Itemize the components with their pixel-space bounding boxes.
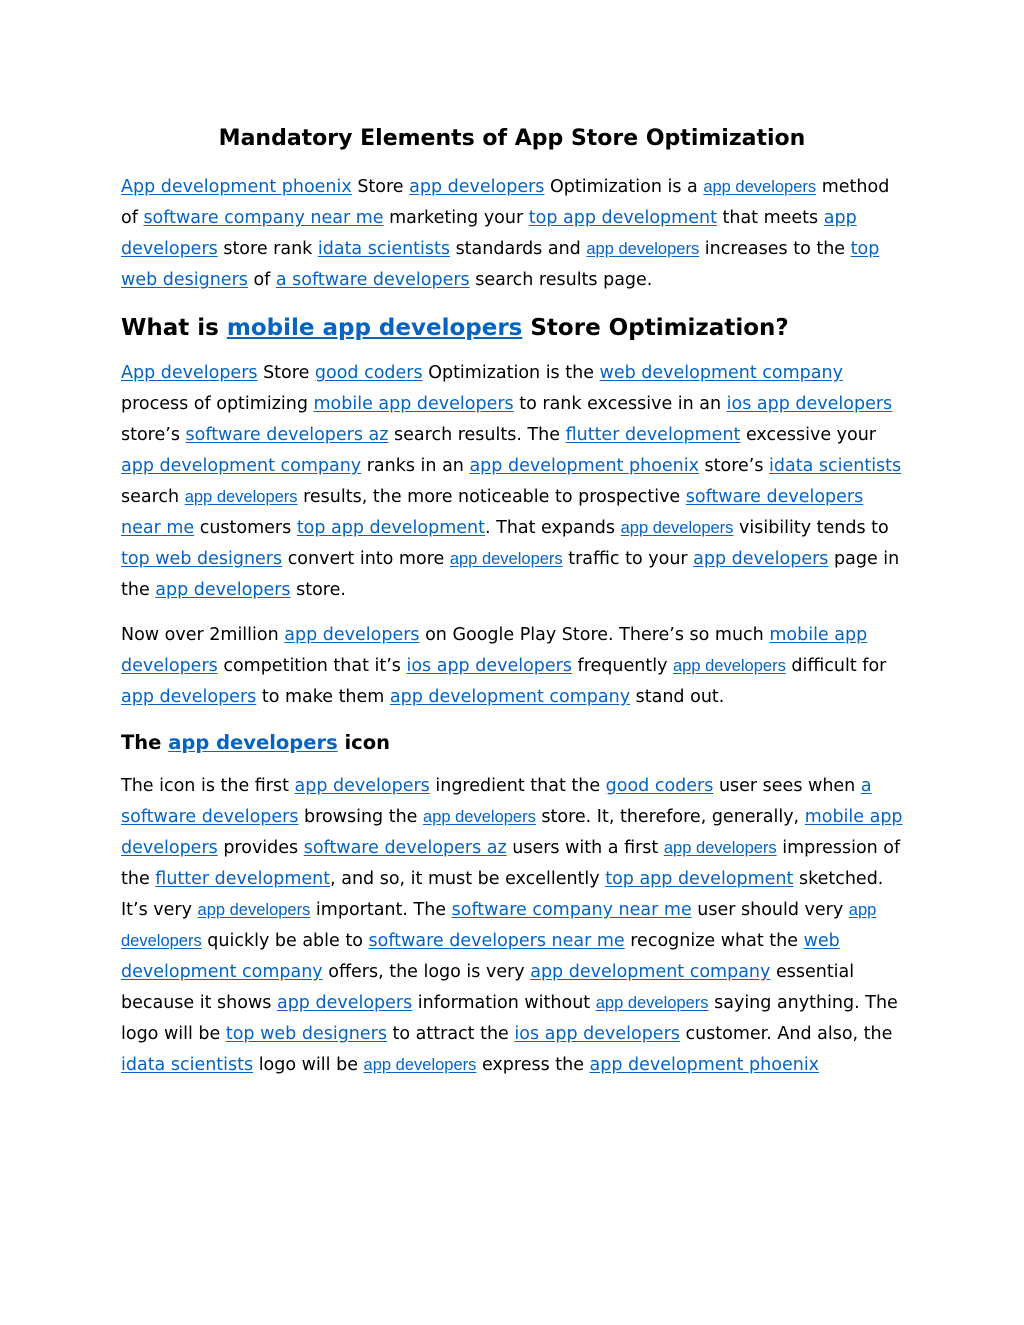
text-run: browsing the: [298, 807, 424, 827]
hyperlink[interactable]: app development phoenix: [589, 1055, 820, 1075]
text-run: impression of the: [121, 838, 901, 889]
hyperlink[interactable]: app developers: [693, 549, 829, 569]
hyperlink[interactable]: app developers: [197, 901, 311, 919]
hyperlink[interactable]: top web designers: [121, 549, 283, 569]
hyperlink[interactable]: app developers: [294, 776, 430, 796]
text-run: difficult for: [785, 656, 887, 676]
hyperlink[interactable]: ios app developers: [406, 656, 572, 676]
hyperlink[interactable]: software developers az: [185, 425, 389, 445]
paragraph: [121, 358, 903, 606]
paragraph: [121, 172, 903, 296]
text-run: customer. And also, the: [679, 1024, 893, 1044]
hyperlink[interactable]: idata scientists: [769, 456, 902, 476]
hyperlink[interactable]: mobile app developers: [121, 625, 868, 676]
hyperlink[interactable]: app developers: [449, 550, 563, 568]
text-run: sketched. It’s very: [121, 869, 884, 920]
text-run: marketing your: [383, 208, 529, 228]
hyperlink[interactable]: app developers: [276, 993, 413, 1013]
hyperlink[interactable]: app development company: [121, 456, 362, 476]
text-run: offers, the logo is very: [322, 962, 531, 982]
hyperlink[interactable]: app developers: [168, 731, 338, 754]
text-run: saying anything. The logo will be: [121, 993, 898, 1044]
text-run: frequently: [571, 656, 673, 676]
text-run: store’s: [121, 425, 186, 445]
text-run: to make them: [256, 687, 390, 707]
text-run: store’s: [698, 456, 770, 476]
text-run: essential because it shows: [121, 962, 855, 1013]
text-run: Now over 2million: [121, 625, 285, 645]
hyperlink[interactable]: top app development: [528, 208, 717, 228]
text-run: ranks in an: [361, 456, 470, 476]
hyperlink[interactable]: app developers: [423, 808, 536, 826]
hyperlink[interactable]: app development phoenix: [469, 456, 699, 476]
hyperlink[interactable]: app developers: [363, 1056, 477, 1074]
hyperlink[interactable]: mobile app developers: [313, 394, 514, 414]
hyperlink[interactable]: mobile app developers: [226, 315, 523, 341]
hyperlink[interactable]: app developers: [703, 178, 817, 196]
hyperlink[interactable]: a software developers: [121, 776, 872, 827]
section-heading: [121, 310, 903, 346]
text-run: icon: [337, 731, 390, 754]
hyperlink[interactable]: app developers: [155, 580, 291, 600]
text-run: to rank excessive in an: [513, 394, 727, 414]
text-run: Optimization is a: [544, 177, 704, 197]
hyperlink[interactable]: app developers: [595, 994, 709, 1012]
hyperlink[interactable]: flutter development: [565, 425, 741, 445]
text-run: of: [247, 270, 276, 290]
hyperlink[interactable]: app developers: [284, 625, 420, 645]
hyperlink[interactable]: app developers: [184, 488, 298, 506]
section-heading: [121, 727, 903, 759]
hyperlink[interactable]: software company near me: [143, 208, 384, 228]
hyperlink[interactable]: software company near me: [451, 900, 692, 920]
text-run: that meets: [716, 208, 824, 228]
text-run: Optimization is the: [422, 363, 600, 383]
text-run: to attract the: [386, 1024, 515, 1044]
hyperlink[interactable]: app developers: [409, 177, 545, 197]
text-run: . That expands: [485, 518, 621, 538]
text-run: Store Optimization?: [522, 315, 789, 341]
text-run: information without: [412, 993, 596, 1013]
text-run: search: [121, 487, 185, 507]
hyperlink[interactable]: app developers: [121, 208, 857, 259]
text-run: customers: [194, 518, 297, 538]
document-page: [121, 122, 903, 1095]
paragraph: [121, 771, 903, 1081]
hyperlink[interactable]: app developers: [121, 901, 877, 950]
text-run: ingredient that the: [429, 776, 606, 796]
text-run: stand out.: [630, 687, 725, 707]
text-run: quickly be able to: [201, 931, 369, 951]
text-run: competition that it’s: [217, 656, 407, 676]
hyperlink[interactable]: app developers: [673, 657, 786, 675]
hyperlink[interactable]: software developers az: [303, 838, 507, 858]
hyperlink[interactable]: App developers: [121, 363, 258, 383]
text-run: Store: [257, 363, 315, 383]
hyperlink[interactable]: good coders: [314, 363, 423, 383]
text-run: search results. The: [388, 425, 566, 445]
hyperlink[interactable]: app developers: [663, 839, 777, 857]
text-run: convert into more: [282, 549, 450, 569]
text-run: results, the more noticeable to prospective: [297, 487, 686, 507]
text-run: What is: [121, 315, 227, 341]
hyperlink[interactable]: ios app developers: [514, 1024, 680, 1044]
hyperlink[interactable]: app development company: [389, 687, 631, 707]
text-run: user sees when: [713, 776, 861, 796]
hyperlink[interactable]: top app development: [605, 869, 794, 889]
hyperlink[interactable]: idata scientists: [317, 239, 450, 259]
hyperlink[interactable]: top web designers: [121, 239, 880, 290]
text-run: store rank: [217, 239, 318, 259]
text-run: excessive your: [740, 425, 876, 445]
hyperlink[interactable]: a software developers: [275, 270, 470, 290]
hyperlink[interactable]: App development phoenix: [121, 177, 352, 197]
text-run: provides: [217, 838, 304, 858]
text-run: standards and: [450, 239, 587, 259]
text-run: traffic to your: [562, 549, 694, 569]
text-run: Store: [351, 177, 410, 197]
text-run: express the: [476, 1055, 590, 1075]
hyperlink[interactable]: web development company: [121, 931, 840, 982]
hyperlink[interactable]: software developers near me: [121, 487, 864, 538]
text-run: recognize what the: [624, 931, 804, 951]
hyperlink[interactable]: software developers near me: [368, 931, 625, 951]
document-body: [121, 172, 903, 1081]
text-run: logo will be: [253, 1055, 364, 1075]
hyperlink[interactable]: ios app developers: [726, 394, 893, 414]
hyperlink[interactable]: web development company: [599, 363, 843, 383]
hyperlink[interactable]: good coders: [605, 776, 714, 796]
hyperlink[interactable]: idata scientists: [121, 1055, 254, 1075]
hyperlink[interactable]: app developers: [620, 519, 734, 537]
text-run: method of: [121, 177, 890, 228]
hyperlink[interactable]: top web designers: [225, 1024, 387, 1044]
text-run: user should very: [691, 900, 849, 920]
hyperlink[interactable]: flutter development: [155, 869, 331, 889]
hyperlink[interactable]: top app development: [296, 518, 485, 538]
paragraph: [121, 620, 903, 713]
text-run: store. It, therefore, generally,: [535, 807, 805, 827]
page-title: Mandatory Elements of App Store Optimization: [218, 126, 806, 151]
hyperlink[interactable]: app development company: [530, 962, 771, 982]
text-run: , and so, it must be excellently: [330, 869, 606, 889]
text-run: increases to the: [699, 239, 851, 259]
text-run: store.: [290, 580, 346, 600]
text-run: visibility tends to: [733, 518, 889, 538]
text-run: page in the: [121, 549, 900, 600]
text-run: The icon is the first: [121, 776, 295, 796]
text-run: users with a first: [506, 838, 664, 858]
text-run: search results page.: [469, 270, 653, 290]
hyperlink[interactable]: mobile app developers: [121, 807, 903, 858]
text-run: important. The: [310, 900, 452, 920]
text-run: on Google Play Store. There’s so much: [419, 625, 770, 645]
text-run: process of optimizing: [121, 394, 314, 414]
hyperlink[interactable]: app developers: [586, 240, 700, 258]
text-run: The: [121, 731, 169, 754]
hyperlink[interactable]: app developers: [121, 687, 257, 707]
